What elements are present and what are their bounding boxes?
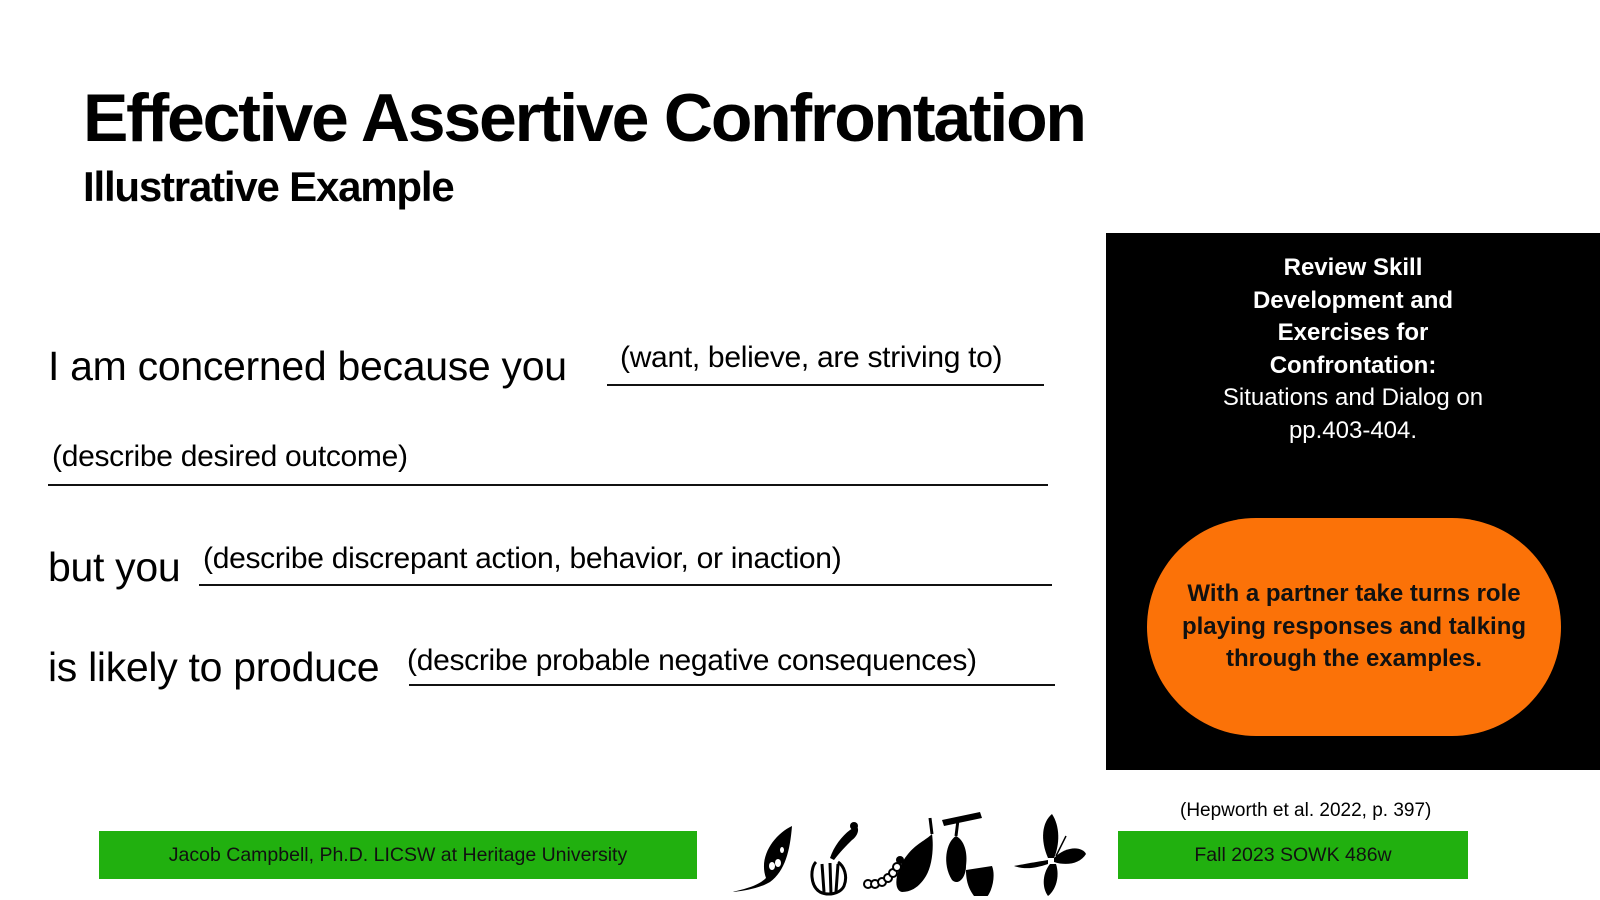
activity-callout-text: With a partner take turns role playing responses and talking through the examples. [1181, 580, 1527, 673]
footer-course-bar [1118, 831, 1468, 879]
panel-heading-line: Review Skill [1283, 254, 1423, 281]
footer-author-bar [99, 831, 697, 879]
caterpillar-on-leaf-icon [864, 818, 933, 892]
hatching-egg-icon [812, 822, 858, 894]
line3-lead: but you [48, 544, 181, 590]
citation: (Hepworth et al. 2022, p. 397) [1180, 800, 1432, 821]
line1-hint: (want, believe, are striving to) [620, 341, 1003, 374]
line1-blank [607, 384, 1044, 386]
line4-blank [409, 684, 1055, 686]
lifecycle-icons [730, 806, 1090, 896]
line2-blank [48, 484, 1048, 486]
line3-hint: (describe discrepant action, behavior, or inaction) [203, 542, 842, 575]
leaf-with-eggs-icon [732, 826, 792, 892]
slide-title: Effective Assertive Confrontation [83, 80, 1085, 156]
slide-subtitle: Illustrative Example [83, 163, 454, 210]
activity-callout [1147, 518, 1561, 736]
footer-author: Jacob Campbell, Ph.D. LICSW at Heritage University [168, 843, 628, 866]
chrysalis-icon [942, 812, 994, 896]
line4-hint: (describe probable negative consequences) [407, 644, 977, 677]
line1-lead: I am concerned because you [48, 343, 567, 389]
butterfly-icon [1014, 814, 1086, 896]
panel-body-line: Situations and Dialog on [1222, 384, 1484, 411]
panel-heading-line: Confrontation: [1269, 351, 1437, 379]
review-panel-text [1106, 252, 1600, 447]
panel-heading-line: Exercises for [1277, 319, 1429, 346]
panel-heading-line: Development and [1252, 286, 1454, 314]
footer-course: Fall 2023 SOWK 486w [1194, 843, 1392, 866]
line2-hint: (describe desired outcome) [52, 440, 408, 473]
panel-body-line: pp.403-404. [1288, 416, 1418, 444]
line3-blank [199, 584, 1052, 586]
line4-lead: is likely to produce [48, 644, 380, 690]
